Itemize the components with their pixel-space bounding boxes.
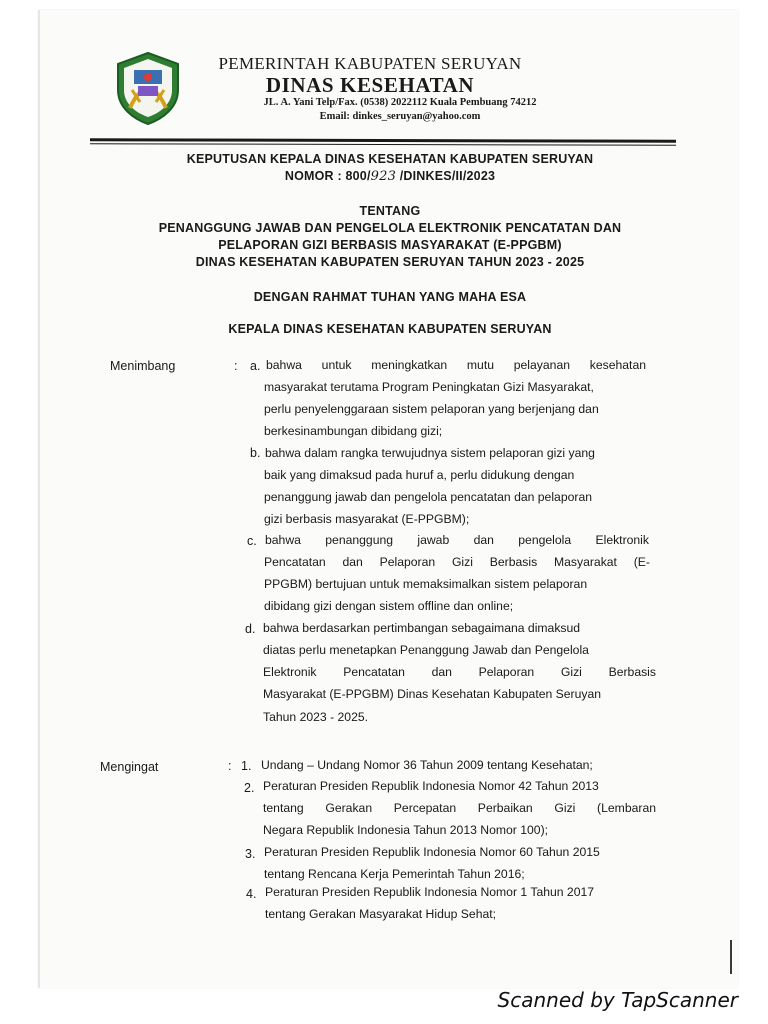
blessing: DENGAN RAHMAT TUHAN YANG MAHA ESA [253, 290, 527, 304]
item-marker: 3. [245, 847, 256, 861]
regency-emblem-icon [110, 50, 186, 126]
subject-line: PENANGGUNG JAWAB DAN PENGELOLA ELEKTRONIK PENCATATAN DAN [158, 221, 622, 235]
menimbang-line: bahwa dalam rangka terwujudnya sistem pelaporan gizi yang [265, 446, 595, 460]
item-marker: b. [250, 446, 261, 460]
colon: : [228, 759, 232, 773]
item-marker: c. [247, 534, 257, 548]
item-marker: a. [250, 359, 261, 373]
mengingat-line: Peraturan Presiden Republik Indonesia Nomor 1 Tahun 2017 [265, 885, 595, 899]
decree-number-handwritten: 923 [370, 169, 397, 184]
item-marker: d. [245, 622, 256, 636]
menimbang-label: Menimbang [110, 359, 176, 373]
tentang-heading: TENTANG [359, 204, 421, 218]
scanner-watermark: Scanned by TapScanner [497, 988, 738, 1012]
mengingat-line: Undang – Undang Nomor 36 Tahun 2009 tentang Kesehatan; [261, 758, 593, 772]
mengingat-line: tentang Gerakan Masyarakat Hidup Sehat; [265, 907, 497, 921]
mengingat-line: Peraturan Presiden Republik Indonesia Nomor 60 Tahun 2015 [264, 845, 600, 859]
menimbang-line: bahwa berdasarkan pertimbangan sebagaimana dimaksud [263, 621, 581, 635]
letterhead-org: PEMERINTAH KABUPATEN SERUYAN [218, 54, 522, 73]
subject-line: PELAPORAN GIZI BERBASIS MASYARAKAT (E-PPGBM) [218, 238, 562, 252]
mengingat-line: tentang Rencana Kerja Pemerintah Tahun 2016; [264, 867, 525, 881]
menimbang-line: dibidang gizi dengan sistem offline dan online; [264, 599, 514, 613]
mengingat-line: Negara Republik Indonesia Tahun 2013 Nomor 100); [263, 823, 549, 837]
decree-number-prefix: NOMOR : 800/ [284, 169, 371, 183]
menimbang-line: bahwa penanggung jawab dan pengelola Elektronik [265, 533, 649, 547]
menimbang-line: Tahun 2023 - 2025. [263, 710, 369, 724]
decree-heading: KEPUTUSAN KEPALA DINAS KESEHATAN KABUPATEN SERUYAN [186, 152, 594, 166]
colon: : [234, 359, 238, 373]
letterhead-address: JL. A. Yani Telp/Fax. (0538) 2022112 Kuala Pembuang 74212 [263, 97, 537, 108]
menimbang-line: Elektronik Pencatatan dan Pelaporan Gizi Berbasis [263, 665, 656, 679]
menimbang-line: bahwa untuk meningkatkan mutu pelayanan kesehatan [266, 358, 646, 372]
menimbang-line: berkesinambungan dibidang gizi; [264, 424, 443, 438]
letterhead-email: Email: dinkes_seruyan@yahoo.com [319, 111, 481, 122]
menimbang-line: Pencatatan dan Pelaporan Gizi Berbasis Masyarakat (E- [264, 555, 650, 569]
mengingat-line: tentang Gerakan Percepatan Perbaikan Gizi (Lembaran [263, 801, 656, 815]
page-edge-mark [730, 940, 732, 974]
menimbang-line: PPGBM) bertujuan untuk memaksimalkan sistem pelaporan [264, 577, 588, 591]
decree-number-suffix: /DINKES/II/2023 [396, 169, 496, 183]
menimbang-line: baik yang dimaksud pada huruf a, perlu didukung dengan [264, 468, 575, 482]
menimbang-line: masyarakat terutama Program Peningkatan Gizi Masyarakat, [264, 380, 594, 394]
letterhead-dept: DINAS KESEHATAN [265, 73, 475, 97]
menimbang-line: perlu penyelenggaraan sistem pelaporan yang berjenjang dan [264, 402, 599, 416]
official-title: KEPALA DINAS KESEHATAN KABUPATEN SERUYAN [228, 322, 552, 336]
mengingat-line: Peraturan Presiden Republik Indonesia Nomor 42 Tahun 2013 [263, 779, 599, 793]
item-marker: 4. [246, 887, 257, 901]
mengingat-label: Mengingat [100, 760, 159, 774]
menimbang-line: gizi berbasis masyarakat (E-PPGBM); [264, 512, 470, 526]
item-marker: 1. [241, 759, 252, 773]
menimbang-line: penanggung jawab dan pengelola pencatatan dan pelaporan [264, 490, 592, 504]
menimbang-line: Masyarakat (E-PPGBM) Dinas Kesehatan Kabupaten Seruyan [263, 687, 602, 701]
item-marker: 2. [244, 781, 255, 795]
subject-line: DINAS KESEHATAN KABUPATEN SERUYAN TAHUN 2023 - 2025 [195, 255, 585, 269]
page-edge [38, 10, 40, 988]
decree-number [80, 169, 700, 184]
menimbang-line: diatas perlu menetapkan Penanggung Jawab dan Pengelola [263, 643, 589, 657]
